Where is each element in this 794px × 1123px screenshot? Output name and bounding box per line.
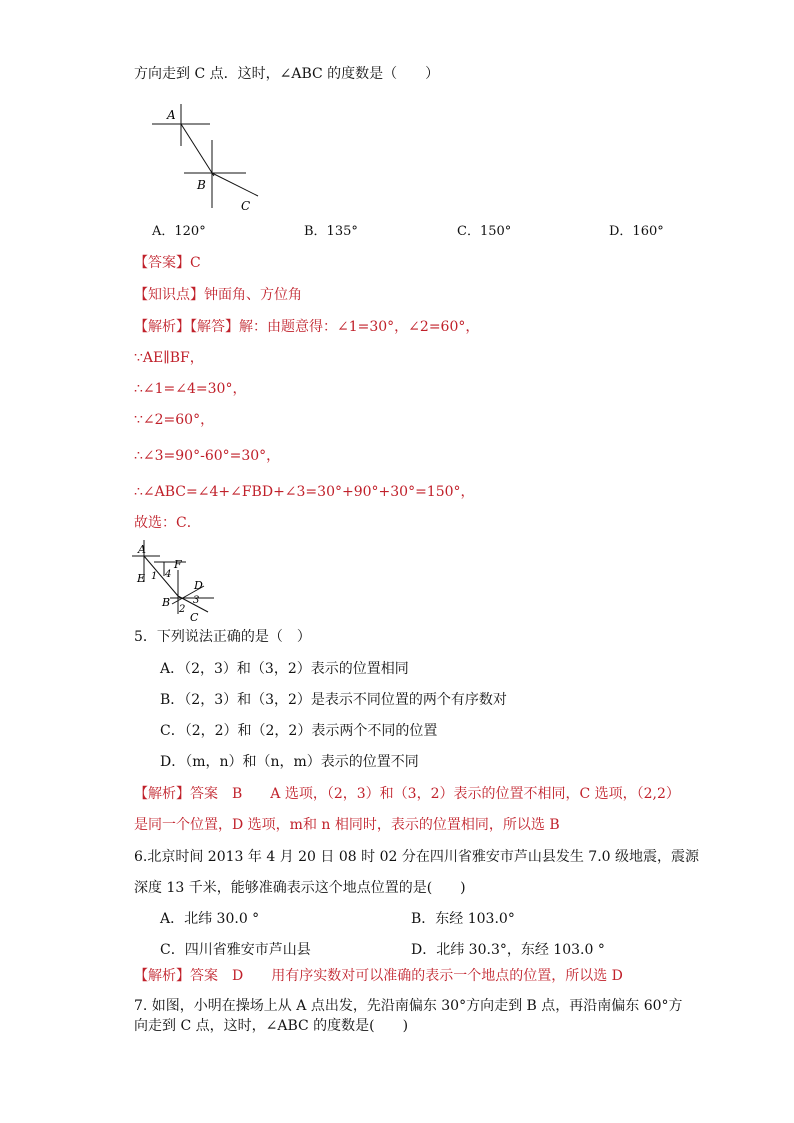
figure1-label-a: A: [167, 108, 176, 122]
figure1-label-c: C: [241, 199, 251, 213]
figure2-label-d: D: [194, 579, 203, 592]
figure2-label-e: E: [137, 572, 146, 585]
answer-value: C: [190, 255, 201, 271]
figure1-label-b: B: [197, 178, 206, 192]
knowledge-tag: 【知识点】: [134, 287, 204, 303]
analysis-line-1: 【解析】【解答】解：由题意得：∠1=30°，∠2=60°，: [134, 319, 480, 335]
q6-stem-line-1: 6.北京时间 2013 年 4 月 20 日 08 时 02 分在四川省雅安市芦山县发生 7.0 级地震，震源: [134, 849, 700, 865]
analysis-line-6: ∴∠ABC=∠4+∠FBD+∠3=30°+90°+30°=150°，: [134, 484, 475, 500]
q5-stem: 5．下列说法正确的是（ ）: [134, 629, 311, 645]
q6-option-b: B．东经 103.0°: [411, 911, 515, 927]
figure2-label-2: 2: [179, 604, 186, 615]
q6-option-a: A．北纬 30.0 °: [160, 911, 260, 927]
q4-option-d: D．160°: [609, 224, 664, 239]
analysis-line-2: ∵AE∥BF，: [134, 350, 204, 366]
figure2-label-f: F: [174, 558, 182, 571]
figure2-label-b: B: [162, 596, 171, 609]
knowledge-value: 钟面角、方位角: [204, 287, 302, 303]
q5-option-c: C．（2，2）和（2，2）表示两个不同的位置: [160, 723, 438, 739]
figure2-label-3: 3: [193, 595, 200, 606]
analysis-line-4: ∵∠2=60°，: [134, 412, 215, 428]
analysis-line-5: ∴∠3=90°-60°=30°，: [134, 448, 281, 464]
q5-analysis-line-2: 是同一个位置，D 选项，m和 n 相同时，表示的位置相同，所以选 B: [134, 817, 560, 833]
figure-q4-direction-diagram: [148, 100, 268, 215]
q6-stem-line-2: 深度 13 千米，能够准确表示这个地点位置的是( ): [134, 880, 466, 896]
q4-option-a: A．120°: [152, 224, 206, 239]
question-4-stem-continuation: 方向走到 C 点．这时，∠ABC 的度数是（ ）: [134, 66, 440, 82]
q4-option-c: C．150°: [457, 224, 512, 239]
q5-analysis-line-1: 【解析】答案 B A 选项，（2，3）和（3，2）表示的位置不相同，C 选项，（2,2）: [134, 786, 680, 802]
figure2-label-a: A: [138, 543, 146, 556]
figure-solution-diagram: [132, 540, 217, 624]
q5-option-b: B．（2，3）和（3，2）是表示不同位置的两个有序数对: [160, 692, 507, 708]
answer-tag: 【答案】: [134, 255, 190, 271]
figure2-label-c: C: [190, 611, 199, 624]
q6-option-d: D．北纬 30.3°，东经 103.0 °: [411, 942, 605, 958]
q7-stem-line-2: 向走到 C 点，这时，∠ABC 的度数是( ): [134, 1018, 409, 1034]
q6-analysis: 【解析】答案 D 用有序实数对可以准确的表示一个地点的位置，所以选 D: [134, 968, 623, 984]
figure2-label-1: 1: [151, 571, 158, 582]
q7-stem-line-1: 7. 如图，小明在操场上从 A 点出发，先沿南偏东 30°方向走到 B 点，再沿南偏东 60°方: [134, 998, 683, 1014]
q6-option-c: C．四川省雅安市芦山县: [160, 942, 311, 958]
q5-option-d: D．（m，n）和（n，m）表示的位置不同: [160, 754, 419, 770]
knowledge-line: [134, 285, 302, 305]
analysis-line-3: ∴∠1=∠4=30°，: [134, 381, 247, 397]
q4-option-b: B．135°: [304, 224, 358, 239]
figure2-label-4: 4: [165, 569, 172, 580]
q5-option-a: A．（2，3）和（3，2）表示的位置相同: [160, 661, 409, 677]
analysis-line-7: 故选：C．: [134, 515, 201, 531]
answer-line: [134, 253, 201, 273]
